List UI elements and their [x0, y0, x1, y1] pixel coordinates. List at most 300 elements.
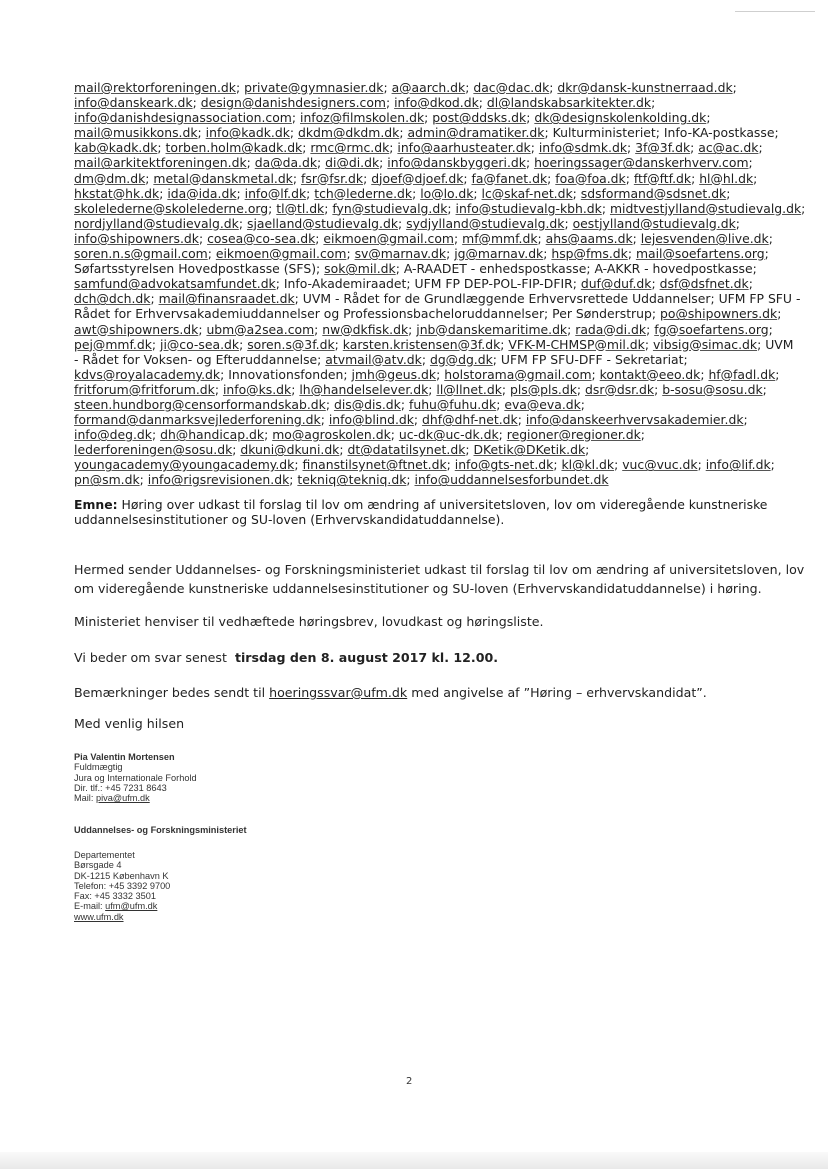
recipient-email-link[interactable]: uc-dk@uc-dk.dk: [398, 427, 499, 443]
recipient-separator: ;: [543, 246, 552, 262]
recipient-separator: ;: [275, 276, 284, 292]
subject-line-1: Høring over udkast til forslag til lov om ændring af universitetsloven, lov om videregående kunstneriske: [117, 497, 768, 512]
subject-label: Emne:: [74, 497, 118, 512]
recipient-email-link[interactable]: kdvs@royalacademy.dk: [74, 366, 221, 382]
recipient-email-link[interactable]: kab@kadk.dk: [74, 140, 158, 156]
subject-line-2: uddannelsesinstitutioner og SU-loven (Erhvervskandidatuddannelse).: [74, 512, 505, 528]
recipient-separator: ;: [501, 381, 510, 397]
recipient-separator: ;: [408, 321, 417, 337]
recipient-separator: ;: [157, 140, 166, 156]
recipient-email-link[interactable]: fyn@studievalg.dk: [332, 200, 448, 216]
recipient-email-link[interactable]: atvmail@atv.dk: [325, 351, 422, 367]
recipient-email-link[interactable]: vuc@vuc.dk: [622, 457, 698, 473]
recipient-email-link[interactable]: eikmoen@gmail.com: [323, 230, 454, 246]
recipient-email-link[interactable]: dh@handicap.dk: [160, 427, 265, 443]
recipient-separator: ;: [454, 230, 463, 246]
ministry-email-link[interactable]: ufm@ufm.dk: [105, 901, 158, 912]
recipient-separator: ;: [446, 246, 455, 262]
recipient-separator: ;: [530, 140, 539, 156]
recipient-separator: ;: [198, 230, 208, 246]
recipient-email-link[interactable]: nordjylland@studievalg.dk: [74, 215, 239, 231]
recipient-separator: ;: [775, 366, 780, 382]
recipient-separator: ;: [198, 321, 207, 337]
recipient-line: [74, 155, 762, 170]
recipient-email-link[interactable]: regioner@regioner.dk: [506, 427, 641, 443]
recipient-email-link[interactable]: ahs@aams.dk: [545, 230, 633, 246]
recipient-email-link[interactable]: di@di.dk: [325, 155, 380, 171]
recipient-separator: ;: [770, 457, 775, 473]
recipient-email-link[interactable]: dac@dac.dk: [473, 80, 550, 95]
recipient-email-link[interactable]: fg@soefartens.org: [654, 321, 769, 337]
recipient-separator: ;: [389, 140, 398, 156]
recipient-separator: ;: [757, 336, 766, 352]
recipient-separator: ;: [424, 110, 433, 126]
recipient-email-link[interactable]: jnb@danskemaritime.dk: [416, 321, 568, 337]
recipient-email-link[interactable]: info@deg.dk: [74, 427, 152, 443]
recipient-email-link[interactable]: djoef@djoef.dk: [371, 170, 464, 186]
recipient-line: [74, 442, 762, 457]
recipient-email-link[interactable]: da@da.dk: [254, 155, 318, 171]
recipient-email-link[interactable]: tl@tl.dk: [276, 200, 325, 216]
recipient-email-link[interactable]: sv@marnav.dk: [354, 246, 447, 262]
recipient-line: [74, 230, 773, 246]
recipient-separator: ;: [567, 321, 576, 337]
recipient-separator: ;: [139, 472, 148, 488]
deadline-prefix: Vi beder om svar senest: [74, 650, 235, 665]
recipient-separator: ;: [762, 381, 767, 397]
recipient-email-link[interactable]: infoz@filmskolen.dk: [300, 110, 425, 126]
recipient-email-link[interactable]: ji@co-sea.dk: [160, 336, 240, 352]
ministry-name: Uddannelses- og Forskningsministeriet: [74, 825, 247, 835]
recipient-separator: ;: [801, 200, 806, 216]
recipient-separator: ;: [399, 125, 408, 141]
recipient-separator: ;: [207, 246, 216, 262]
recipient-email-link[interactable]: mail@musikkons.dk: [74, 125, 198, 141]
recipient-separator: ;: [748, 155, 753, 171]
recipient-email-link[interactable]: ac@ac.dk: [698, 140, 759, 156]
recipient-email-link[interactable]: dkdm@dkdm.dk: [298, 125, 400, 141]
recipient-separator: ;: [406, 276, 415, 292]
recipient-email-link[interactable]: sjaelland@studievalg.dk: [246, 215, 398, 231]
recipient-email-link[interactable]: info@studievalg-kbh.dk: [455, 200, 602, 216]
recipient-separator: ;: [363, 170, 372, 186]
recipient-line: [74, 366, 780, 382]
recipient-email-link[interactable]: soren.n.s@gmail.com: [74, 246, 208, 262]
recipient-separator: ;: [651, 276, 660, 292]
recipient-email-link[interactable]: eikmoen@gmail.com: [215, 246, 347, 262]
recipient-email-link[interactable]: pej@mmf.dk: [74, 336, 152, 352]
recipient-separator: ;: [646, 321, 655, 337]
recipient-separator: ;: [651, 306, 660, 322]
recipient-line: [74, 95, 762, 110]
recipient-email-link[interactable]: oestjylland@studievalg.dk: [572, 215, 736, 231]
recipient-email-link[interactable]: dl@landskabsarkitekter.dk: [486, 95, 652, 111]
recipient-email-link[interactable]: finanstilsynet@ftnet.dk: [302, 457, 447, 473]
recipient-email-link[interactable]: hoeringssager@danskerhverv.com: [534, 155, 749, 171]
subject-block: [74, 497, 767, 527]
recipient-name: Info-KA-postkasse: [663, 125, 775, 141]
recipient-separator: ;: [238, 215, 247, 231]
recipient-email-link[interactable]: midtvestjylland@studievalg.dk: [609, 200, 802, 216]
recipient-separator: ;: [292, 170, 301, 186]
closing-greeting: Med venlig hilsen: [74, 716, 185, 731]
recipient-email-link[interactable]: po@shipowners.dk: [660, 306, 778, 322]
recipient-separator: ;: [700, 366, 709, 382]
recipient-email-link[interactable]: cosea@co-sea.dk: [207, 230, 316, 246]
recipient-separator: ;: [572, 185, 581, 201]
recipient-email-link[interactable]: info@rigsrevisionen.dk: [147, 472, 290, 488]
ministry-website-link[interactable]: www.ufm.dk: [74, 911, 124, 922]
recipient-email-link[interactable]: hl@hl.dk: [699, 170, 754, 186]
recipient-separator: ;: [428, 381, 437, 397]
ministry-email-label: E-mail:: [74, 901, 106, 912]
body-paragraph-2: Ministeriet henviser til vedhæftede høringsbrev, lovudkast og høringsliste.: [74, 614, 544, 629]
recipient-email-link[interactable]: lejesvenden@live.dk: [640, 230, 769, 246]
recipient-separator: ;: [500, 336, 509, 352]
recipient-email-link[interactable]: mo@agroskolen.dk: [272, 427, 391, 443]
recipient-separator: ;: [315, 230, 324, 246]
recipient-separator: ;: [236, 185, 245, 201]
recipient-separator: ;: [214, 381, 223, 397]
recipient-email-link[interactable]: private@gymnasier.dk: [244, 80, 384, 95]
recipient-email-link[interactable]: dhf@dhf-net.dk: [422, 412, 518, 428]
recipient-line: [74, 171, 762, 186]
recipient-email-link[interactable]: dis@dis.dk: [333, 396, 401, 412]
recipient-separator: ;: [220, 366, 229, 382]
ministry-phone: Telefon: +45 3392 9700: [74, 880, 171, 891]
body-paragraph-4: [74, 683, 707, 702]
recipient-separator: ;: [614, 457, 623, 473]
recipient-separator: ;: [710, 291, 719, 307]
recipient-separator: ;: [314, 321, 323, 337]
recipient-email-link[interactable]: info@sdmk.dk: [538, 140, 628, 156]
recipient-separator: ;: [544, 306, 553, 322]
recipient-separator: ;: [553, 457, 562, 473]
recipient-name: Per Sønderstrup: [552, 306, 652, 322]
recipient-separator: ;: [627, 140, 636, 156]
recipient-separator: ;: [478, 95, 487, 111]
recipient-email-link[interactable]: nw@dkfisk.dk: [322, 321, 409, 337]
recipient-separator: ;: [706, 110, 711, 126]
recipient-line: [74, 216, 762, 231]
recipient-email-link[interactable]: awt@shipowners.dk: [74, 321, 199, 337]
recipient-email-link[interactable]: rmc@rmc.dk: [310, 140, 390, 156]
recipient-email-link[interactable]: fa@fanet.dk: [471, 170, 548, 186]
recipient-separator: ;: [549, 80, 558, 95]
recipient-separator: ;: [525, 155, 535, 171]
recipient-separator: ;: [400, 396, 409, 412]
recipient-email-link[interactable]: holstorama@gmail.com: [444, 366, 592, 382]
recipient-email-link[interactable]: kontakt@eeo.dk: [599, 366, 701, 382]
recipient-email-link[interactable]: fritforum@fritforum.dk: [74, 381, 215, 397]
recipient-email-link[interactable]: VFK-M-CHMSP@mil.dk: [508, 336, 645, 352]
recipient-line: [74, 336, 794, 352]
recipient-line: [74, 427, 762, 442]
recipient-email-link[interactable]: rada@di.dk: [575, 321, 647, 337]
recipient-email-link[interactable]: dsr@dsr.dk: [585, 381, 655, 397]
recipient-separator: ;: [465, 80, 474, 95]
recipient-email-link[interactable]: a@aarch.dk: [391, 80, 466, 95]
recipient-name: UVM - Rådet for de Grundlæggende Erhvervsrettede Uddannelser: [302, 291, 711, 307]
recipient-email-link[interactable]: steen.hundborg@censorformandskab.dk: [74, 396, 326, 412]
recipient-name: UFM FP SFU-DFF - Sekretariat: [500, 351, 684, 367]
recipient-email-link[interactable]: tekniq@tekniq.dk: [297, 472, 407, 488]
recipient-email-link[interactable]: dkuni@dkuni.dk: [240, 442, 340, 458]
recipient-email-link[interactable]: info@gts-net.dk: [454, 457, 554, 473]
page-number: 2: [406, 1076, 413, 1087]
recipient-email-link[interactable]: info@lf.dk: [244, 185, 307, 201]
recipient-separator: ;: [758, 140, 763, 156]
recipient-separator: ;: [320, 412, 329, 428]
recipient-line: [74, 381, 767, 397]
recipient-email-link[interactable]: info@aarhusteater.dk: [397, 140, 531, 156]
deadline-date: tirsdag den 8. august 2017 kl. 12.00.: [234, 650, 499, 665]
recipient-separator: ;: [317, 351, 326, 367]
recipient-separator: ;: [463, 170, 472, 186]
recipient-email-link[interactable]: dch@dch.dk: [74, 291, 151, 307]
recipient-email-link[interactable]: info@danskbyggeri.dk: [387, 155, 526, 171]
recipient-separator: ;: [151, 427, 161, 443]
recipient-email-link[interactable]: fuhu@fuhu.dk: [408, 396, 497, 412]
recipient-separator: ;: [655, 125, 664, 141]
recipient-separator: ;: [268, 200, 277, 216]
recipient-email-link[interactable]: ftf@ftf.dk: [633, 170, 692, 186]
recipient-email-link[interactable]: info@danskeark.dk: [74, 95, 193, 111]
body-paragraph-1-line-1: Hermed sender Uddannelses- og Forskningsministeriet udkast til forslag til lov om ændring af universitetsloven, lov: [74, 562, 805, 577]
recipient-separator: ;: [625, 170, 634, 186]
ministry-fax: Fax: +45 3332 3501: [74, 891, 156, 902]
recipient-separator: ;: [585, 442, 590, 458]
recipient-separator: ;: [580, 396, 585, 412]
recipient-email-link[interactable]: sdsformand@sdsnet.dk: [580, 185, 727, 201]
recipient-email-link[interactable]: info@blind.dk: [328, 412, 414, 428]
recipient-email-link[interactable]: dkr@dansk-kunstnerraad.dk: [557, 80, 733, 95]
recipient-email-link[interactable]: ubm@a2sea.com: [206, 321, 315, 337]
ministry-address: [74, 850, 170, 922]
recipient-separator: ;: [537, 230, 546, 246]
body-paragraph-1-line-2: om videregående kunstneriske uddannelsesinstitutioner og SU-loven (Erhvervskandidatuddannelse) i høring.: [74, 581, 762, 596]
recipient-separator: ;: [289, 472, 298, 488]
recipient-separator: ;: [752, 261, 757, 277]
recipient-separator: ;: [316, 261, 325, 277]
recipient-separator: ;: [239, 336, 248, 352]
recipient-email-link[interactable]: design@danishdesigners.com: [200, 95, 386, 111]
recipient-email-link[interactable]: mf@mmf.dk: [462, 230, 538, 246]
recipient-separator: ;: [691, 170, 700, 186]
recipient-separator: ;: [683, 351, 688, 367]
recipient-email-link[interactable]: dk@designskolenkolding.dk: [534, 110, 707, 126]
recipient-email-link[interactable]: youngacademy@youngacademy.dk: [74, 457, 295, 473]
recipient-separator: ;: [390, 427, 399, 443]
recipient-email-link[interactable]: lo@lo.dk: [420, 185, 474, 201]
recipient-email-link[interactable]: pls@pls.dk: [510, 381, 577, 397]
recipient-line: [74, 291, 801, 307]
recipient-separator: ;: [246, 155, 255, 171]
recipient-separator: ;: [264, 427, 273, 443]
recipient-separator: ;: [447, 200, 456, 216]
recipient-separator: ;: [777, 306, 782, 322]
recipient-email-link[interactable]: post@ddsks.dk: [432, 110, 527, 126]
submission-prefix: Bemærkninger bedes sendt til: [74, 685, 270, 700]
recipient-line: [74, 397, 762, 412]
recipient-line: [74, 110, 762, 125]
recipient-line: [74, 276, 762, 291]
recipient-separator: ;: [294, 291, 303, 307]
recipient-separator: ;: [547, 170, 556, 186]
recipient-separator: ;: [151, 336, 161, 352]
recipient-separator: ;: [232, 442, 241, 458]
recipient-email-link[interactable]: lc@skaf-net.dk: [481, 185, 573, 201]
recipient-email-link[interactable]: info@shipowners.dk: [74, 230, 199, 246]
recipient-separator: ;: [235, 80, 245, 95]
recipient-email-link[interactable]: soren.s@3f.dk: [247, 336, 335, 352]
recipient-email-link[interactable]: hf@fadl.dk: [708, 366, 776, 382]
recipient-separator: ;: [768, 230, 773, 246]
recipient-email-link[interactable]: duf@duf.dk: [580, 276, 652, 292]
recipient-email-link[interactable]: mail@finansraadet.dk: [158, 291, 295, 307]
recipient-line: [74, 200, 806, 216]
recipient-separator: ;: [302, 140, 311, 156]
recipient-name: Rådet for Erhvervsakademiuddannelser og Professionsbacheloruddannelser: [74, 306, 545, 322]
recipient-email-link[interactable]: foa@foa.dk: [555, 170, 626, 186]
recipient-email-link[interactable]: samfund@advokatsamfundet.dk: [74, 276, 276, 292]
recipient-email-link[interactable]: lederforeningen@sosu.dk: [74, 442, 233, 458]
recipient-separator: ;: [379, 155, 388, 171]
recipient-separator: ;: [334, 336, 343, 352]
signature-mail-line: [74, 793, 197, 803]
recipient-email-link[interactable]: hsp@fms.dk: [551, 246, 628, 262]
recipient-separator: ;: [145, 170, 154, 186]
recipient-email-link[interactable]: dg@dg.dk: [429, 351, 493, 367]
hoeringssvar-email-link[interactable]: hoeringssvar@ufm.dk: [269, 685, 408, 700]
recipient-name: Info-Akademiraadet: [283, 276, 407, 292]
recipient-separator: ;: [496, 396, 505, 412]
recipient-email-link[interactable]: karsten.kristensen@3f.dk: [342, 336, 501, 352]
recipient-separator: ;: [586, 261, 595, 277]
recipient-email-link[interactable]: ll@llnet.dk: [436, 381, 502, 397]
recipient-email-link[interactable]: sydjylland@studievalg.dk: [406, 215, 565, 231]
recipient-name: Søfartsstyrelsen Hovedpostkasse (SFS): [74, 261, 317, 277]
submission-suffix: med angivelse af ”Høring – erhvervskandidat”.: [407, 685, 707, 700]
recipient-separator: ;: [743, 412, 748, 428]
recipient-separator: ;: [294, 457, 303, 473]
recipient-email-link[interactable]: info@lif.dk: [705, 457, 771, 473]
recipient-email-link[interactable]: torben.holm@kadk.dk: [165, 140, 303, 156]
recipient-separator: ;: [651, 95, 656, 111]
recipient-separator: ;: [768, 321, 773, 337]
recipient-separator: ;: [446, 457, 455, 473]
recipient-separator: ;: [544, 125, 553, 141]
recipient-separator: ;: [406, 472, 415, 488]
signature-mail-link[interactable]: piva@ufm.dk: [95, 793, 150, 804]
recipient-line: [74, 472, 762, 487]
recipient-list: [74, 80, 806, 488]
ministry-city: DK-1215 København K: [74, 870, 169, 881]
recipient-separator: ;: [291, 381, 300, 397]
recipient-email-link[interactable]: sok@mil.dk: [324, 261, 396, 277]
recipient-email-link[interactable]: tch@lederne.dk: [314, 185, 413, 201]
recipient-email-link[interactable]: mail@rektorforeningen.dk: [74, 80, 236, 95]
recipient-email-link[interactable]: admin@dramatiker.dk: [407, 125, 545, 141]
recipient-separator: ;: [412, 185, 421, 201]
recipient-email-link[interactable]: mail@arkitektforeningen.dk: [74, 155, 247, 171]
recipient-email-link[interactable]: info@kadk.dk: [205, 125, 290, 141]
recipient-email-link[interactable]: info@danishdesignassociation.com: [74, 110, 292, 126]
body-paragraph-1: [74, 560, 804, 598]
scan-edge-line: [735, 11, 815, 12]
recipient-email-link[interactable]: dt@datatilsynet.dk: [347, 442, 466, 458]
recipient-email-link[interactable]: metal@danskmetal.dk: [153, 170, 293, 186]
recipient-separator: ;: [627, 246, 636, 262]
recipient-email-link[interactable]: info@dkod.dk: [394, 95, 479, 111]
ministry-street: Børsgade 4: [74, 860, 122, 871]
recipient-email-link[interactable]: jg@marnav.dk: [454, 246, 544, 262]
recipient-email-link[interactable]: info@danskeerhvervsakademier.dk: [525, 412, 744, 428]
recipient-email-link[interactable]: hkstat@hk.dk: [74, 185, 160, 201]
recipient-separator: ;: [492, 351, 501, 367]
recipient-separator: ;: [640, 427, 645, 443]
recipient-separator: ;: [748, 276, 753, 292]
signature-phone: Dir. tlf.: +45 7231 8643: [74, 782, 167, 793]
recipient-email-link[interactable]: fsr@fsr.dk: [301, 170, 364, 186]
recipient-email-link[interactable]: dm@dm.dk: [74, 170, 146, 186]
recipient-separator: ;: [473, 185, 482, 201]
recipient-email-link[interactable]: skolelederne@skolelederne.org: [74, 200, 269, 216]
recipient-separator: ;: [601, 200, 610, 216]
recipient-name: - Rådet for Voksen- og Efteruddannelse: [74, 351, 318, 367]
recipient-email-link[interactable]: dsf@dsfnet.dk: [659, 276, 749, 292]
recipient-separator: ;: [517, 412, 526, 428]
recipient-email-link[interactable]: lh@handelselever.dk: [299, 381, 429, 397]
recipient-email-link[interactable]: mail@soefartens.org: [635, 246, 765, 262]
recipient-separator: ;: [654, 381, 663, 397]
recipient-email-link[interactable]: pn@sm.dk: [74, 472, 140, 488]
recipient-line: [74, 261, 762, 276]
recipient-email-link[interactable]: formand@danmarksvejlederforening.dk: [74, 412, 321, 428]
recipient-line: [74, 412, 762, 427]
recipient-separator: ;: [572, 276, 581, 292]
signature-person: [74, 752, 197, 803]
recipient-name: Innovationsfonden: [228, 366, 344, 382]
recipient-separator: ;: [774, 125, 779, 141]
signature-title: Fuldmægtig: [74, 762, 123, 773]
recipient-email-link[interactable]: jmh@geus.dk: [351, 366, 437, 382]
recipient-email-link[interactable]: 3f@3f.dk: [635, 140, 691, 156]
recipient-separator: ;: [346, 246, 355, 262]
recipient-line: [74, 140, 762, 155]
recipient-separator: ;: [325, 396, 334, 412]
recipient-email-link[interactable]: info@ks.dk: [222, 381, 292, 397]
recipient-email-link[interactable]: kl@kl.dk: [561, 457, 615, 473]
recipient-email-link[interactable]: eva@eva.dk: [504, 396, 581, 412]
recipient-name: UFM FP SFU -: [718, 291, 801, 307]
recipient-email-link[interactable]: ida@ida.dk: [167, 185, 237, 201]
recipient-separator: ;: [644, 336, 653, 352]
recipient-separator: ;: [465, 442, 474, 458]
recipient-name: A-RAADET - enhedspostkasse: [403, 261, 587, 277]
signature-name: Pia Valentin Mortensen: [74, 752, 175, 762]
recipient-email-link[interactable]: b-sosu@sosu.dk: [662, 381, 763, 397]
recipient-line: [74, 352, 762, 367]
recipient-email-link[interactable]: info@uddannelsesforbundet.dk: [414, 472, 609, 488]
recipient-separator: ;: [306, 185, 315, 201]
recipient-separator: ;: [383, 80, 392, 95]
recipient-email-link[interactable]: DKetik@DKetik.dk: [473, 442, 586, 458]
recipient-line: [74, 306, 782, 322]
recipient-email-link[interactable]: vibsig@simac.dk: [652, 336, 758, 352]
recipient-line: [74, 186, 762, 201]
ministry-office: Departementet: [74, 850, 135, 860]
